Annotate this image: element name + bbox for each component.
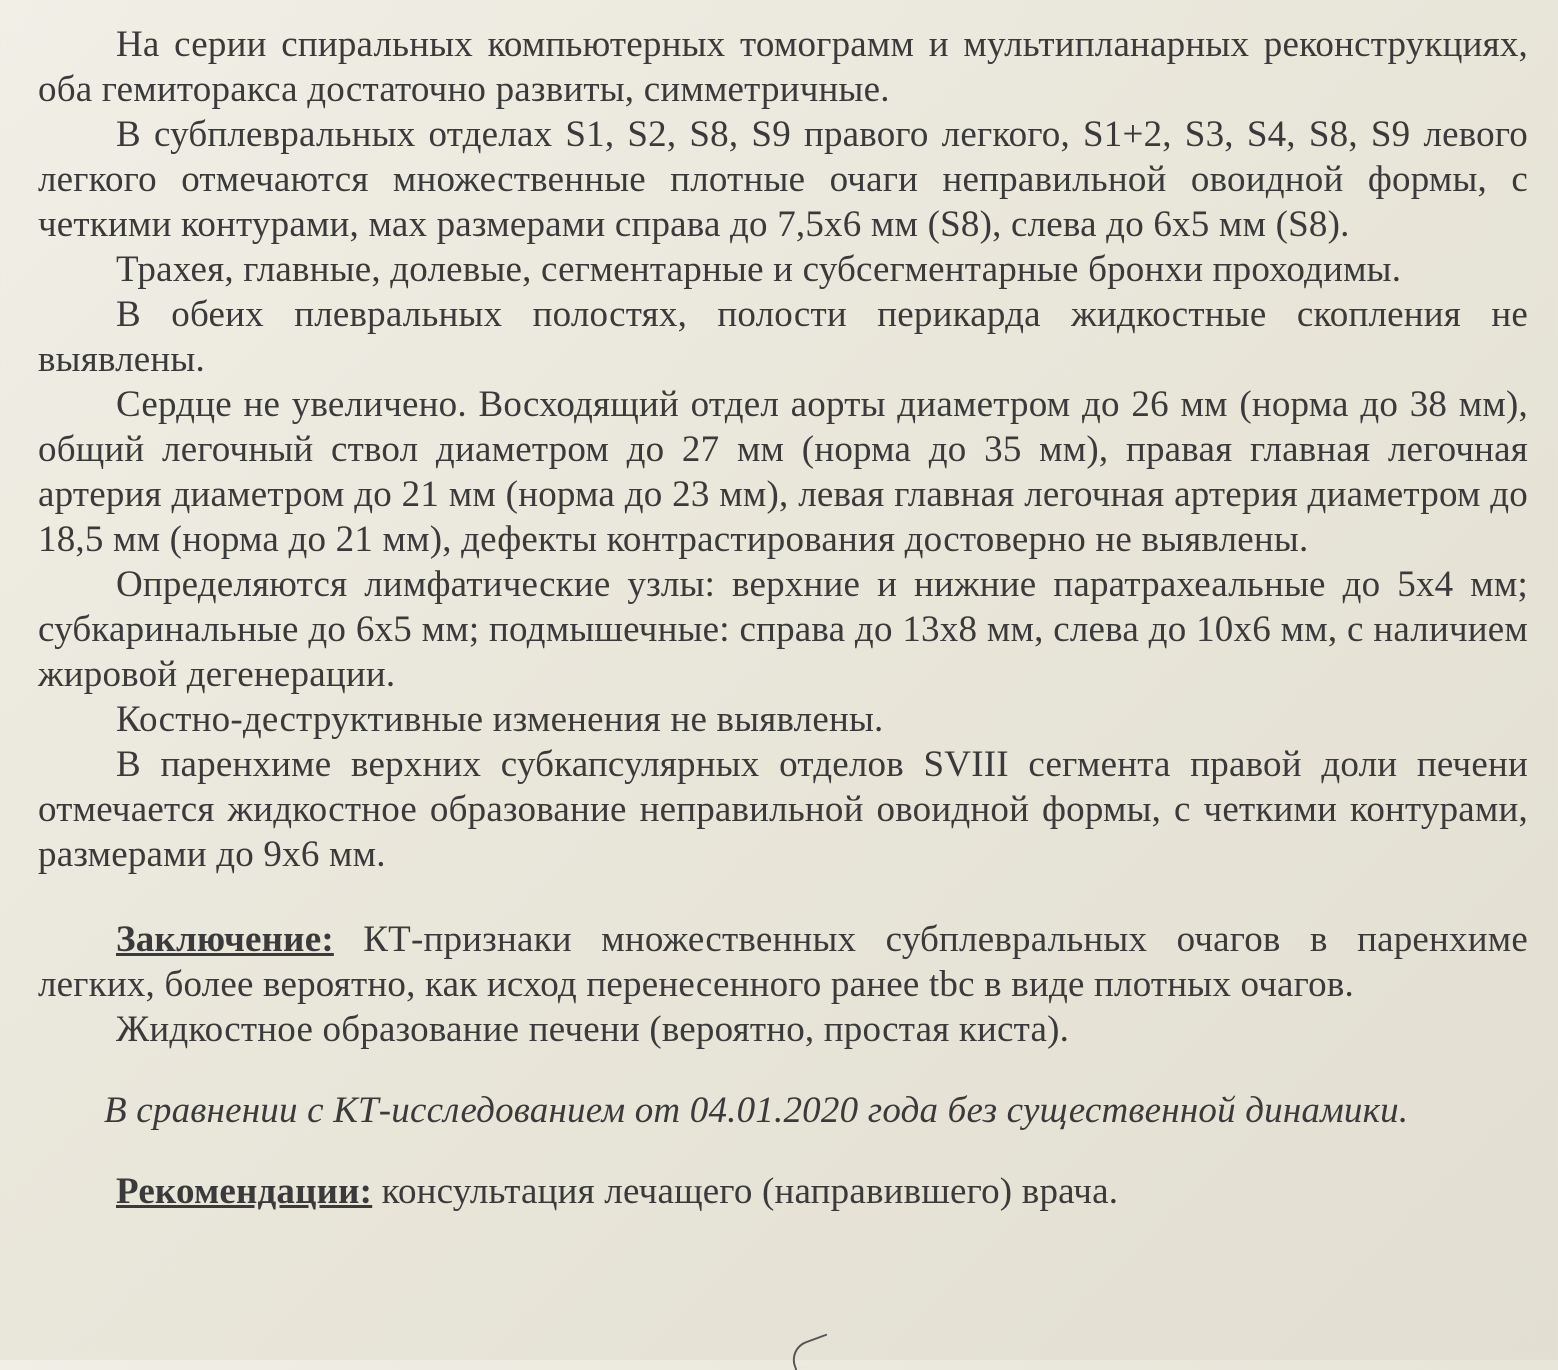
comparison-note: В сравнении с КТ-исследованием от 04.01.2020 года без существенной динамики. [104,1090,1409,1131]
findings-paragraph-5: Сердце не увеличено. Восходящий отдел аорты диаметром до 26 мм (норма до 38 мм), общий легочный ствол диаметром до 27 мм (норма до 35 мм), правая главная легочная артерия диаметром до 21 мм (норма до 23 мм), левая главная легочная артерия диаметром до 18,5 мм (норма до 21 мм), дефекты контрастирования достоверно не выявлены. [38,384,1528,560]
findings-paragraph-4: В обеих плевральных полостях, полости перикарда жидкостные скопления не выявлены. [38,294,1528,380]
findings-paragraph-6: Определяются лимфатические узлы: верхние и нижние паратрахеальные до 5х4 мм; субкаринальные до 6х5 мм; подмышечные: справа до 13х8 мм, слева до 10х6 мм, с наличием жировой дегенерации. [38,564,1528,695]
recommendations-label: Рекомендации: [116,1171,373,1212]
findings-paragraph-2: В субплевральных отделах S1, S2, S8, S9 правого легкого, S1+2, S3, S4, S8, S9 левого легкого отмечаются множественные плотные очаги неправильной овоидной формы, с четкими контурами, мах размерами справа до 7,5х6 мм (S8), слева до 6х5 мм (S8). [38,114,1528,245]
recommendations-paragraph [38,1169,1528,1214]
conclusion-liver-text: Жидкостное образование печени (вероятно, простая киста). [116,1009,1070,1050]
findings-paragraph-1: На серии спиральных компьютерных томограмм и мультипланарных реконструкциях, оба гемиторакса достаточно развиты, симметричные. [38,24,1528,110]
conclusion-paragraph [38,917,1528,1007]
findings-paragraph-8: В паренхиме верхних субкапсулярных отделов SVIII сегмента правой доли печени отмечается жидкостное образование неправильной овоидной формы, с четкими контурами, размерами до 9х6 мм. [38,744,1528,875]
conclusion-label: Заключение: [116,919,334,960]
conclusion-text: КТ-признаки множественных субплевральных очагов в паренхиме легких, более вероятно, как исход перенесенного ранее tbc в виде плотных очагов. [38,919,1528,1005]
recommendations-text: консультация лечащего (направившего) врача. [372,1171,1119,1212]
findings-paragraph-3: Трахея, главные, долевые, сегментарные и субсегментарные бронхи проходимы. [116,249,1402,290]
ct-report-page [38,22,1528,1352]
findings-paragraph-7: Костно-деструктивные изменения не выявлены. [116,699,884,740]
